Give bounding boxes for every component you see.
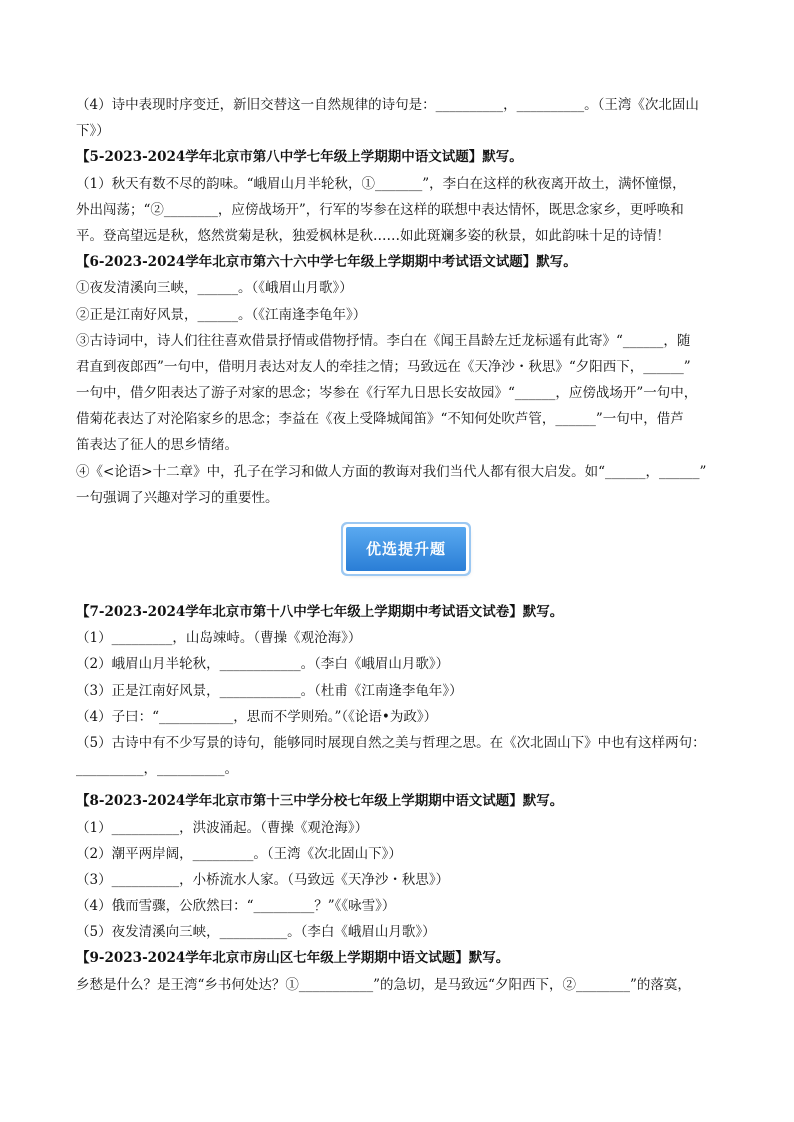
q8-item-1: （1）__________，洪波涌起。（曹操《观沧海》）: [76, 819, 369, 836]
q5-line-3: 平。登高望远是秋，悠然赏菊是秋，独爱枫林是秋……如此斑斓多姿的秋景，如此韵味十足的诗情！: [76, 227, 670, 244]
q8-header-text: 【8-2023-2024学年北京市第十三中学分校七年级上学期期中语文试题】默写。: [76, 793, 564, 810]
q8-item-3: （3）__________，小桥流水人家。（马致远《天净沙・秋思》）: [76, 871, 450, 888]
document-page: [76, 92, 736, 998]
q8-item-2: （2）潮平两岸阔，_________。（王湾《次北固山下》）: [76, 845, 402, 862]
q8-item-5: （5）夜发清溪向三峡，__________。（李白《峨眉山月歌》）: [76, 924, 436, 941]
section-banner-label: 优选提升题: [346, 527, 466, 571]
q6-item-3-line-4: 借菊花表达了对沦陷家乡的思念；李益在《夜上受降城闻笛》“不知何处吹芦管，______”一句中，借芦: [76, 411, 684, 428]
q5-header: [76, 144, 736, 170]
q7-item-2: （2）峨眉山月半轮秋，____________。（李白《峨眉山月歌》）: [76, 656, 450, 673]
q6-item-3-line-5: 笛表达了征人的思乡情绪。: [76, 437, 238, 454]
q6-item-3-line-3: 一句中，借夕阳表达了游子对家的思念；岑参在《行军九日思长安故园》“______，应傍战场开”一句中，: [76, 385, 698, 402]
q6-item-4-line-1: ④《<论语>十二章》中，孔子在学习和做人方面的教诲对我们当代人都有很大启发。如“______，______”: [76, 463, 707, 480]
q8-header: [76, 788, 736, 814]
q7-header-text: 【7-2023-2024学年北京市第十八中学七年级上学期期中考试语文试卷】默写。: [76, 604, 564, 620]
q7-item-1: （1）_________，山岛竦峙。（曹操《观沧海》）: [76, 630, 362, 647]
q6-item-1: ①夜发清溪向三峡，______。（《峨眉山月歌》）: [76, 280, 353, 297]
q4-line-2: 下》）: [76, 123, 110, 140]
q6-header-text: 【6-2023-2024学年北京市第六十六中学七年级上学期期中考试语文试题】默写。: [76, 254, 577, 271]
section-banner: [76, 511, 736, 583]
q5-line-2: 外出闯荡；“②________，应傍战场开”，行军的岑参在这样的联想中表达情怀，既思念家乡，更呼唤和: [76, 201, 684, 218]
q7-item-4: （4）子曰：“___________，思而不学则殆。”（《论语•为政》）: [76, 708, 438, 725]
q9-line-1: 乡愁是什么？是王湾“乡书何处达？①___________”的急切，是马致远“夕阳西下，②________”的落寞，: [76, 976, 691, 993]
q7-item-3: （3）正是江南好风景，____________。（杜甫《江南逢李龟年》）: [76, 682, 463, 699]
q6-item-4-line-2: 一句强调了兴趣对学习的重要性。: [76, 489, 279, 506]
q6-item-3-line-2: 君直到夜郎西”一句中，借明月表达对友人的牵挂之情；马致远在《天净沙・秋思》“夕阳西下，______”: [76, 358, 691, 375]
q6-header: [76, 249, 736, 275]
q5-header-text: 【5-2023-2024学年北京市第八中学七年级上学期期中语文试题】默写。: [76, 149, 523, 166]
q5-line-1: （1）秋天有数不尽的韵味。“峨眉山月半轮秋，①_______”，李白在这样的秋夜离开故土，满怀憧憬，: [76, 175, 686, 192]
q4-line-1: （4）诗中表现时序变迁，新旧交替这一自然规律的诗句是：__________，__________。（王湾《次北固山: [76, 97, 699, 113]
q7-item-5-line-1: （5）古诗中有不少写景的诗句，能够同时展现自然之美与哲理之思。在《次北固山下》中也有这样两句：: [76, 734, 706, 751]
q7-item-5-line-2: __________，__________。: [76, 761, 238, 778]
q7-header: [76, 599, 736, 625]
q9-header: [76, 945, 736, 971]
q8-item-4: （4）俄而雪骤，公欣然曰：“_________？”《《咏雪》）: [76, 898, 396, 915]
q6-item-2: ②正是江南好风景，______。（《江南逢李龟年》）: [76, 306, 367, 323]
q9-header-text: 【9-2023-2024学年北京市房山区七年级上学期期中语文试题】默写。: [76, 950, 510, 967]
q6-item-3-line-1: ③古诗词中，诗人们往往喜欢借景抒情或借物抒情。李白在《闻王昌龄左迁龙标遥有此寄》“______，随: [76, 332, 691, 349]
